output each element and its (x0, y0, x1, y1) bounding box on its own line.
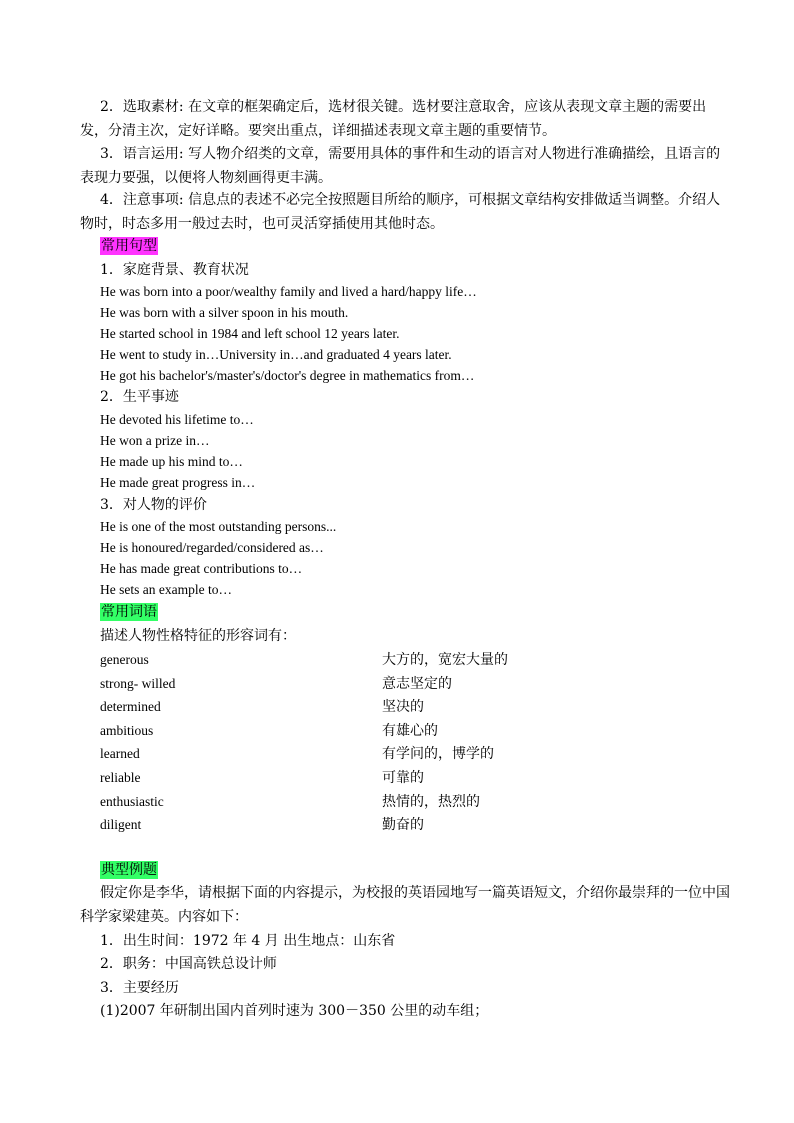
pattern-sentence: He has made great contributions to… (100, 561, 303, 576)
pattern-sentence: He made up his mind to… (100, 454, 243, 469)
vocab-english: ambitious (100, 723, 154, 738)
guideline-paragraph: 3．语言运用: 写人物介绍类的文章，需要用具体的事件和生动的语言对人物进行准确描绘，且语言的表现力要强，以便将人物刻画得更丰满。 (80, 146, 721, 186)
vocab-english: strong- willed (100, 676, 176, 691)
vocabulary-intro: 描述人物性格特征的形容词有： (100, 628, 296, 644)
example-prompt: 假定你是李华，请根据下面的内容提示，为校报的英语园地写一篇英语短文，介绍你最崇拜的一位中国科学家梁建英。内容如下： (80, 885, 730, 925)
vocab-chinese: 有雄心的 (382, 723, 438, 739)
example-item: 2．职务：中国高铁总设计师 (100, 956, 277, 972)
pattern-sentence: He was born into a poor/wealthy family and lived a hard/happy life… (100, 284, 477, 299)
pattern-sentence: He is honoured/regarded/considered as… (100, 540, 324, 555)
pattern-sentence: He started school in 1984 and left school 12 years later. (100, 326, 400, 341)
vocab-chinese: 意志坚定的 (382, 676, 452, 692)
group-title: 1．家庭背景、教育状况 (100, 262, 249, 278)
vocab-english: diligent (100, 817, 142, 832)
vocab-english: determined (100, 699, 161, 714)
group-title: 3．对人物的评价 (100, 497, 207, 513)
pattern-sentence: He made great progress in… (100, 475, 256, 490)
vocab-chinese: 有学问的，博学的 (382, 746, 494, 762)
section-heading-example: 典型例题 (101, 862, 157, 878)
vocab-chinese: 坚决的 (382, 699, 424, 715)
vocab-chinese: 热情的，热烈的 (382, 794, 480, 810)
vocab-chinese: 大方的，宽宏大量的 (382, 652, 508, 668)
pattern-sentence: He won a prize in… (100, 433, 210, 448)
vocab-english: enthusiastic (100, 794, 164, 809)
guideline-paragraph: 4．注意事项: 信息点的表述不必完全按照题目所给的顺序，可根据文章结构安排做适当调整。介绍人物时，时态多用一般过去时，也可灵活穿插使用其他时态。 (80, 192, 721, 232)
section-heading-vocabulary: 常用词语 (101, 604, 157, 620)
section-heading-sentence-patterns: 常用句型 (101, 238, 157, 254)
pattern-sentence: He went to study in…University in…and graduated 4 years later. (100, 347, 452, 362)
pattern-sentence: He is one of the most outstanding persons... (100, 519, 337, 534)
example-item: 1．出生时间：1972 年 4 月 出生地点：山东省 (100, 933, 396, 949)
vocab-english: learned (100, 746, 140, 761)
pattern-sentence: He sets an example to… (100, 582, 232, 597)
vocab-chinese: 勤奋的 (382, 817, 424, 833)
guideline-paragraph: 2．选取素材: 在文章的框架确定后，选材很关键。选材要注意取舍，应该从表现文章主题的需要出发，分清主次，定好详略。要突出重点，详细描述表现文章主题的重要情节。 (80, 99, 707, 139)
group-title: 2．生平事迹 (100, 389, 179, 405)
vocab-english: generous (100, 652, 149, 667)
example-item: 3．主要经历 (100, 980, 179, 996)
vocab-english: reliable (100, 770, 141, 785)
vocab-chinese: 可靠的 (382, 770, 424, 786)
example-item: (1)2007 年研制出国内首列时速为 300－350 公里的动车组； (100, 1003, 489, 1019)
pattern-sentence: He was born with a silver spoon in his mouth. (100, 305, 349, 320)
pattern-sentence: He devoted his lifetime to… (100, 412, 254, 427)
pattern-sentence: He got his bachelor's/master's/doctor's degree in mathematics from… (100, 368, 475, 383)
